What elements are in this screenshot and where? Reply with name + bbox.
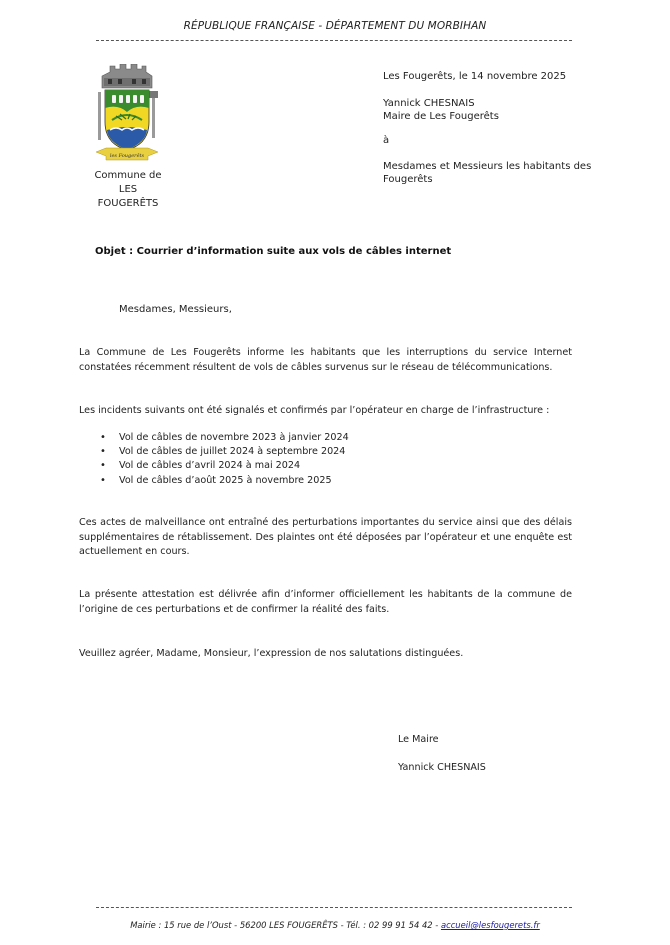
- paragraph-attestation: La présente attestation est délivrée afin d’informer officiellement les habitants de la commune de l’origine de ces perturbations et de confirmer la réalité des faits.: [79, 589, 572, 615]
- footer: [0, 920, 670, 930]
- paragraph-consequences: Ces actes de malveillance ont entraîné des perturbations importantes du service ainsi que des délais supplémentaires de rétablissement. Des plaintes ont été déposées par l’opérateur et une enquête est actuellement en cours.: [79, 517, 572, 557]
- paragraph-closing: Veuillez agréer, Madame, Monsieur, l’expression de nos salutations distinguées.: [79, 648, 464, 659]
- list-item: • Vol de câbles de juillet 2024 à septembre 2024: [79, 445, 349, 459]
- commune-label: [88, 169, 168, 211]
- paragraph-incidents-intro: Les incidents suivants ont été signalés et confirmés par l’opérateur en charge de l’infrastructure :: [79, 405, 550, 416]
- salutation: Mesdames, Messieurs,: [119, 304, 232, 315]
- footer-email-link[interactable]: accueil@lesfougerets.fr: [440, 920, 540, 930]
- list-item: • Vol de câbles d’août 2025 à novembre 2025: [79, 474, 349, 488]
- coat-of-arms-icon: [96, 64, 158, 164]
- commune-label-line2: LES FOUGERÊTS: [97, 184, 159, 209]
- list-item: • Vol de câbles d’avril 2024 à mai 2024: [79, 459, 349, 473]
- paragraph-intro: La Commune de Les Fougerêts informe les habitants que les interruptions du service Internet constatées récemment résultent de vols de câbles survenus sur le réseau de télécommunications.: [79, 347, 572, 373]
- footer-address: Mairie : 15 rue de l’Oust - 56200 LES FOUGERÊTS - Tél. : 02 99 91 54 42 -: [130, 920, 441, 930]
- list-item: • Vol de câbles de novembre 2023 à janvier 2024: [79, 431, 349, 445]
- svg-text:les Fougerêts: les Fougerêts: [109, 153, 145, 159]
- bullet-icon: •: [100, 446, 106, 458]
- letterhead-title: RÉPUBLIQUE FRANÇAISE - DÉPARTEMENT DU MORBIHAN: [183, 20, 487, 32]
- signature-name: Yannick CHESNAIS: [398, 762, 486, 773]
- sender-title: Maire de Les Fougerêts: [383, 111, 499, 122]
- commune-label-line1: Commune de: [94, 170, 162, 181]
- to-label: à: [383, 135, 390, 146]
- place-date: Les Fougerêts, le 14 novembre 2025: [383, 71, 567, 82]
- bullet-icon: •: [100, 460, 106, 472]
- footer-divider: [96, 907, 572, 908]
- subject-line: Objet : Courrier d’information suite aux vols de câbles internet: [95, 246, 452, 257]
- header-divider: [96, 40, 572, 41]
- signature-title: Le Maire: [398, 734, 439, 745]
- bullet-icon: •: [100, 474, 106, 486]
- bullet-icon: •: [100, 432, 106, 443]
- recipients: Mesdames et Messieurs les habitants des Fougerêts: [383, 161, 592, 185]
- incident-list: [79, 431, 349, 488]
- sender-name: Yannick CHESNAIS: [383, 98, 475, 109]
